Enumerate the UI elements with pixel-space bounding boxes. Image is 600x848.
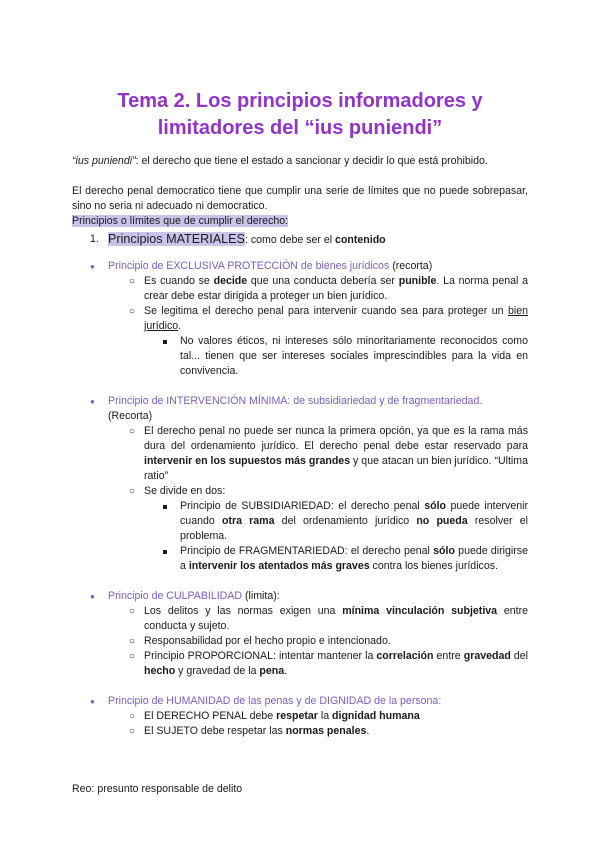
principle-exclusiva: [72, 259, 528, 274]
text: Es cuando se: [144, 275, 214, 287]
exclusiva-sub-2: [72, 304, 528, 334]
circle-bullet-icon: ○: [129, 711, 136, 722]
bold-text: intervenir los atentados más graves: [188, 560, 370, 572]
exclusiva-sub-3: [72, 334, 528, 379]
circle-bullet-icon: ○: [129, 606, 136, 617]
bullet-icon: ●: [90, 697, 95, 706]
bold-text: intervenir en los supuestos más grandes: [144, 455, 351, 467]
text: Se legitima el derecho penal para intervenir cuando sea para proteger un: [144, 305, 508, 317]
circle-bullet-icon: ○: [129, 426, 136, 437]
document-page: [72, 88, 528, 797]
principles-heading-text: Principios o límites que de cumplir el derecho:: [72, 215, 289, 227]
humanidad-sub-1: [72, 709, 528, 724]
circle-bullet-icon: ○: [129, 726, 136, 737]
principle-humanidad: [72, 694, 528, 709]
text: .: [178, 320, 182, 332]
culpabilidad-note: (limita):: [242, 590, 280, 602]
square-bullet-icon: [163, 505, 167, 509]
text: .: [284, 665, 288, 677]
circle-bullet-icon: ○: [129, 651, 136, 662]
text: .: [366, 725, 370, 737]
text: puede intervenir cuando: [180, 500, 528, 527]
intervencion-title: Principio de INTERVENCIÓN MÍNIMA: de subsidiariedad y de fragmentariedad.: [108, 395, 483, 407]
intervencion-sub-1: [72, 424, 528, 484]
text: El SUJETO debe respetar las: [144, 725, 286, 737]
text: entre: [433, 650, 464, 662]
definition-paragraph: [72, 154, 528, 169]
bold-text: respetar: [276, 710, 318, 722]
bold-text: no pueda: [416, 515, 468, 527]
text: del: [510, 650, 528, 662]
circle-bullet-icon: ○: [129, 486, 136, 497]
text: y gravedad de la: [175, 665, 260, 677]
definition-term: “ius puniendi”: [72, 155, 136, 167]
principle-culpabilidad: [72, 589, 528, 604]
text: No valores éticos, ni intereses sólo minoritariamente reconocidos como tal... tienen que ser intereses sociales imprescindibles para la vida en convivencia.: [180, 335, 528, 377]
text: . La norma penal a crear debe estar dirigida a proteger un bien jurídico.: [144, 275, 528, 302]
text: Los delitos y las normas exigen una: [144, 605, 343, 617]
bold-text: pena: [259, 665, 285, 677]
culpabilidad-sub-1: [72, 604, 528, 634]
item1-label: Principios MATERIALES: [108, 232, 245, 246]
circle-bullet-icon: ○: [129, 276, 136, 287]
bold-text: normas penales: [285, 725, 367, 737]
humanidad-title: Principio de HUMANIDAD de las penas y de DIGNIDAD de la persona:: [108, 695, 442, 707]
list-number: 1.: [90, 233, 99, 245]
bullet-icon: ●: [90, 592, 95, 601]
exclusiva-sub-1: [72, 274, 528, 304]
intro-paragraph: El derecho penal democratico tiene que cumplir una serie de límites que no puede sobrepasar, sino no seria ni adecuado ni democratico.: [72, 185, 528, 212]
circle-bullet-icon: ○: [129, 306, 136, 317]
exclusiva-title: Principio de EXCLUSIVA PROTECCIÓN de bienes jurídicos: [108, 260, 390, 272]
text: puede dirigirse a: [180, 545, 528, 572]
bullet-icon: ●: [90, 397, 95, 406]
text: El DERECHO PENAL debe: [144, 710, 277, 722]
intervencion-sub-4: [72, 544, 528, 574]
document-title: [72, 88, 528, 142]
text: que una conducta debería ser: [247, 275, 399, 287]
text: resolver el problema.: [180, 515, 528, 542]
bold-text: gravedad: [463, 650, 511, 662]
item1-text: : como debe ser el: [244, 234, 336, 246]
text: Principio de FRAGMENTARIEDAD: el derecho penal: [180, 545, 434, 557]
footer-note: Reo: presunto responsable de delito: [72, 783, 243, 795]
square-bullet-icon: [163, 550, 167, 554]
intervencion-sub-2: [72, 484, 528, 499]
definition-text: : el derecho que tiene el estado a sancionar y decidir lo que está prohibido.: [135, 155, 488, 167]
humanidad-sub-2: [72, 724, 528, 739]
text: Se divide en dos:: [144, 485, 226, 497]
bold-text: hecho: [144, 665, 176, 677]
item1-bold: contenido: [335, 234, 386, 246]
square-bullet-icon: [163, 340, 167, 344]
text: del ordenamiento jurídico: [274, 515, 417, 527]
title-line-1: Tema 2. Los principios informadores y: [117, 90, 483, 112]
circle-bullet-icon: ○: [129, 636, 136, 647]
list-item-1: [72, 230, 528, 249]
title-line-2: limitadores del “ius puniendi”: [157, 117, 443, 139]
bold-text: correlación: [376, 650, 434, 662]
bold-text: punible: [398, 275, 437, 287]
text: entre conducta y sujeto.: [144, 605, 528, 632]
text: Responsabilidad por el hecho propio e intencionado.: [144, 635, 391, 647]
intervencion-note: (Recorta): [108, 410, 153, 422]
bold-text: otra rama: [221, 515, 275, 527]
culpabilidad-title: Principio de CULPABILIDAD: [108, 590, 243, 602]
bold-text: dignidad humana: [332, 710, 420, 722]
culpabilidad-sub-3: [72, 649, 528, 679]
text: la: [317, 710, 333, 722]
text: Principio de SUBSIDIARIEDAD: el derecho penal: [180, 500, 425, 512]
text: El derecho penal no puede ser nunca la primera opción, ya que es la rama más dura del ordenamiento jurídico. El derecho penal debe estar reservado para: [144, 425, 528, 452]
principles-heading: [72, 214, 528, 229]
text: Principio PROPORCIONAL: intentar mantener la: [144, 650, 377, 662]
underlined-text: bien jurídico: [144, 305, 528, 332]
text: y que atacan un bien jurídico. “Ultima ratio”: [144, 455, 528, 482]
culpabilidad-sub-2: [72, 634, 528, 649]
bullet-icon: ●: [90, 262, 95, 271]
exclusiva-note: (recorta): [389, 260, 433, 272]
bold-text: sólo: [424, 500, 446, 512]
bold-text: sólo: [433, 545, 455, 557]
text: contra los bienes jurídicos.: [369, 560, 498, 572]
principle-intervencion: [72, 394, 528, 424]
bold-text: mínima vinculación subjetiva: [342, 605, 498, 617]
intervencion-sub-3: [72, 499, 528, 544]
bold-text: decide: [213, 275, 248, 287]
